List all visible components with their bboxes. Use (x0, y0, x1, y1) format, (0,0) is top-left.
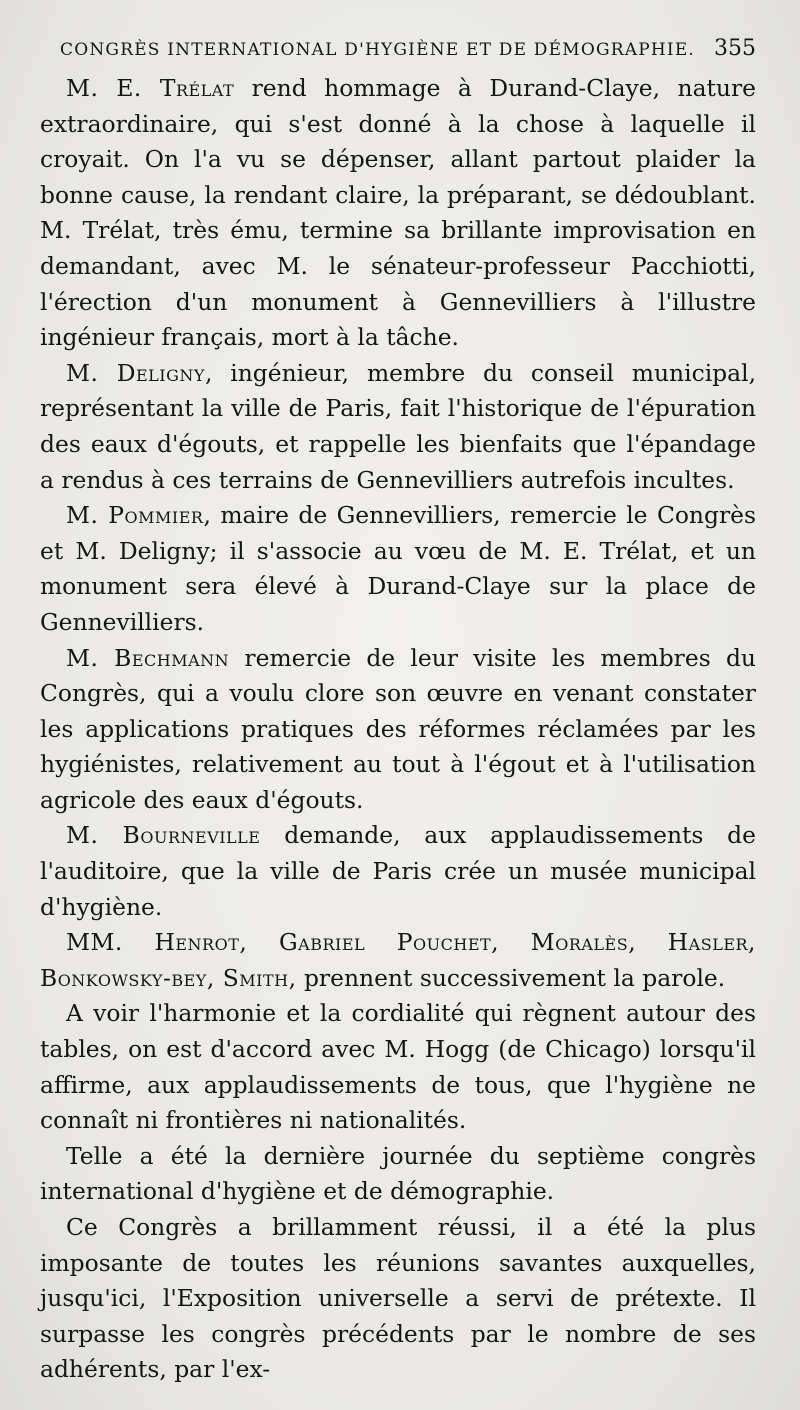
paragraph-text: , ingénieur, membre du conseil municipal, représentant la ville de Paris, fait l'historique de l'épuration des eaux d'égouts, et rappelle les bienfaits que l'épandage a rendus à ces terrains de Gennevilliers autrefois incultes. (40, 358, 757, 494)
speaker-name: M. E. Trélat (66, 74, 235, 102)
running-head-title: CONGRÈS INTERNATIONAL D'HYGIÈNE ET DE DÉMOGRAPHIE. (60, 40, 696, 60)
paragraph-bourneville (40, 818, 756, 925)
speaker-name: MM. Henrot, Gabriel Pouchet, Moralès, Hasler, Bonkowsky-bey, Smith, (40, 928, 756, 992)
paragraph-pommier (40, 498, 756, 640)
paragraph-congres-reussi (40, 1210, 756, 1388)
paragraph-speakers (40, 925, 756, 996)
paragraph-text: Telle a été la dernière journée du septième congrès international d'hygiène et de démographie. (40, 1141, 756, 1206)
paragraph-deligny (40, 356, 756, 498)
speaker-name: M. Deligny (66, 358, 205, 387)
speaker-name: M. Bechmann (66, 643, 230, 672)
running-head (60, 36, 756, 61)
paragraph-text: , maire de Gennevilliers, remercie le Congrès et M. Deligny; il s'associe au vœu de M. E. Trélat, et un monument sera élevé à Durand-Claye sur la place de Gennevilliers. (40, 501, 756, 636)
paragraph-bechmann (40, 641, 756, 819)
paragraph-text: prennent successivement la parole. (296, 963, 726, 992)
paragraph-text: rend hommage à Durand-Claye, nature extraordinaire, qui s'est donné à la chose à laquelle il croyait. On l'a vu se dépenser, allant partout plaider la bonne cause, la rendant claire, la préparant, se dédoublant. M. Trélat, très ému, termine sa brillante improvisation en demandant, avec M. le sénateur-professeur Pacchiotti, l'érection d'un monument à Gennevilliers à l'illustre ingénieur français, mort à la tâche. (40, 74, 756, 352)
paragraph-text: remercie de leur visite les membres du Congrès, qui a voulu clore son œuvre en venant constater les applications pratiques des réformes réclamées par les hygiénistes, relativement au tout à l'égout et à l'utilisation agricole des eaux d'égouts. (40, 643, 756, 814)
body-text (40, 71, 756, 1388)
speaker-name: M. Bourneville (66, 821, 261, 850)
paragraph-derniere-journee (40, 1139, 756, 1210)
paragraph-text: Ce Congrès a brillamment réussi, il a été la plus imposante de toutes les réunions savantes auxquelles, jusqu'ici, l'Exposition universelle a servi de prétexte. Il surpasse les congrès précédents par le nombre de ses adhérents, par l'ex- (40, 1213, 756, 1384)
paragraph-harmonie (40, 996, 756, 1138)
speaker-name: M. Pommier (66, 501, 204, 530)
paragraph-text: A voir l'harmonie et la cordialité qui règnent autour des tables, on est d'accord avec M. Hogg (de Chicago) lorsqu'il affirme, aux applaudissements de tous, que l'hygiène ne connaît ni frontières ni nationalités. (40, 999, 756, 1135)
paragraph-trelat (40, 71, 756, 356)
paragraph-text: demande, aux applaudissements de l'auditoire, que la ville de Paris crée un musée municipal d'hygiène. (40, 821, 756, 921)
page-number: 355 (714, 36, 756, 61)
